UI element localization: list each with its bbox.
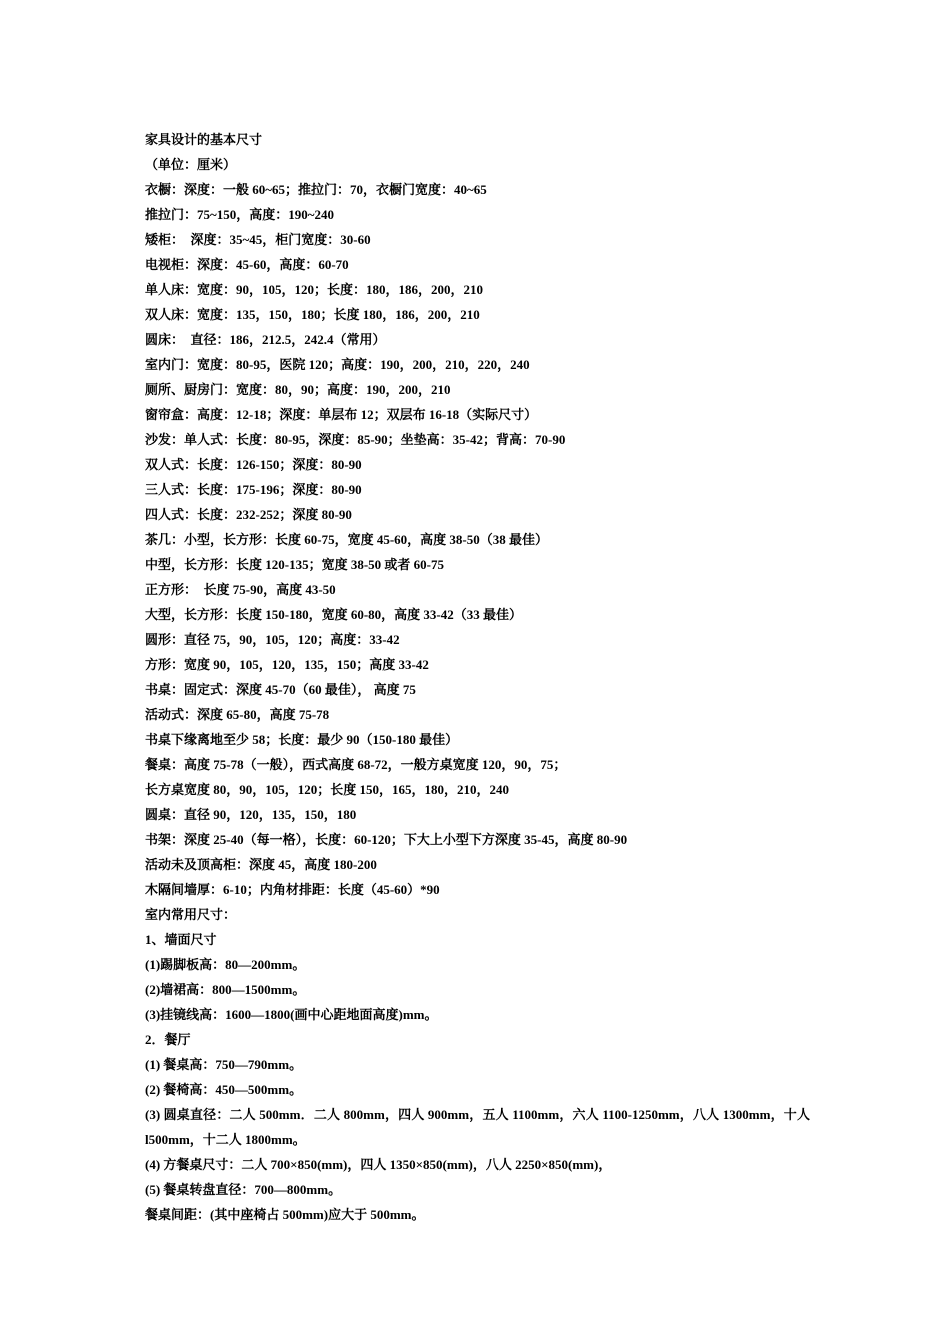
text-line-desk-fixed: 书桌：固定式：深度 45-70（60 最佳）， 高度 75: [145, 682, 416, 697]
text-line-tv-cabinet: 电视柜：深度：45-60，高度：60-70: [145, 257, 349, 272]
text-line-interior-door: 室内门：宽度：80-95，医院 120；高度：190，200，210，220，240: [145, 357, 530, 372]
document-body: [145, 127, 810, 1227]
text-line-sofa-single: 沙发：单人式：长度：80-95，深度：85-90；坐垫高：35-42；背高：70-90: [145, 432, 566, 447]
text-line-dining-table: 餐桌：高度 75-78（一般），西式高度 68-72，一般方桌宽度 120，90，75；: [145, 757, 567, 772]
text-line-sofa-quad: 四人式：长度：232-252；深度 80-90: [145, 507, 352, 522]
text-line-chair-height: (2) 餐椅高：450—500mm。: [145, 1082, 303, 1097]
text-line-round-table: 圆桌：直径 90，120，135，150，180: [145, 807, 357, 822]
text-line-bookshelf: 书架：深度 25-40（每一格），长度：60-120；下大上小型下方深度 35-45，高度 80-90: [145, 832, 628, 847]
text-line-tea-table-small: 茶几：小型，长方形：长度 60-75，宽度 45-60，高度 38-50（38 最佳）: [145, 532, 548, 547]
text-line-double-bed: 双人床：宽度：135，150，180；长度 180，186，200，210: [145, 307, 480, 322]
text-line-sofa-double: 双人式：长度：126-150；深度：80-90: [145, 457, 362, 472]
unit-note: （单位：厘米）: [145, 157, 237, 172]
section-heading-dining: 2．餐厅: [145, 1032, 191, 1047]
section-heading-wall: 1、墙面尺寸: [145, 932, 217, 947]
text-line-low-cabinet: 矮柜： 深度：35~45，柜门宽度：30-60: [145, 232, 371, 247]
text-line-round-table-diameter: (3) 圆桌直径：二人 500mm．二人 800mm，四人 900mm，五人 1100mm，六人 1100-1250mm，八人 1300mm，十人 l500mm，十二人 1800mm。: [145, 1107, 810, 1147]
text-line-desk-movable: 活动式：深度 65-80，高度 75-78: [145, 707, 330, 722]
text-line-picture-rail: (3)挂镜线高：1600—1800(画中心距地面高度)mm。: [145, 1007, 438, 1022]
text-line-bath-kitchen-door: 厕所、厨房门：宽度：80，90；高度：190，200，210: [145, 382, 451, 397]
text-line-single-bed: 单人床：宽度：90，105，120；长度：180，186，200，210: [145, 282, 484, 297]
text-line-tall-cabinet: 活动未及顶高柜：深度 45，高度 180-200: [145, 857, 377, 872]
document-title: 家具设计的基本尺寸: [145, 132, 263, 147]
text-line-sliding-door: 推拉门：75~150，高度：190~240: [145, 207, 335, 222]
text-line-tea-table-large: 大型，长方形：长度 150-180，宽度 60-80，高度 33-42（33 最佳）: [145, 607, 522, 622]
text-line-tea-table-round: 圆形：直径 75，90，105，120；高度：33-42: [145, 632, 400, 647]
text-line-tea-table-square: 正方形： 长度 75-90，高度 43-50: [145, 582, 336, 597]
text-line-desk-clearance: 书桌下缘离地至少 58；长度：最少 90（150-180 最佳）: [145, 732, 459, 747]
text-line-partition-wall: 木隔间墙厚：6-10；内角材排距：长度（45-60）*90: [145, 882, 440, 897]
text-line-wardrobe: 衣橱：深度：一般 60~65；推拉门：70，衣橱门宽度：40~65: [145, 182, 487, 197]
text-line-sofa-triple: 三人式：长度：175-196；深度：80-90: [145, 482, 362, 497]
text-line-square-table-size: (4) 方餐桌尺寸：二人 700×850(mm)，四人 1350×850(mm)，八人 2250×850(mm)，: [145, 1157, 612, 1172]
text-line-table-height: (1) 餐桌高：750—790mm。: [145, 1057, 303, 1072]
text-line-skirting: (1)踢脚板高：80—200mm。: [145, 957, 306, 972]
text-line-tea-table-medium: 中型，长方形：长度 120-135；宽度 38-50 或者 60-75: [145, 557, 444, 572]
section-heading-interior: 室内常用尺寸：: [145, 907, 237, 922]
text-line-table-spacing: 餐桌间距：(其中座椅占 500mm)应大于 500mm。: [145, 1207, 425, 1222]
text-line-wainscot: (2)墙裙高：800—1500mm。: [145, 982, 306, 997]
text-line-round-bed: 圆床： 直径：186，212.5，242.4（常用）: [145, 332, 386, 347]
text-line-curtain-box: 窗帘盒：高度：12-18；深度：单层布 12；双层布 16-18（实际尺寸）: [145, 407, 538, 422]
text-line-tea-table-square-large: 方形：宽度 90，105，120，135，150；高度 33-42: [145, 657, 429, 672]
text-line-turntable: (5) 餐桌转盘直径：700—800mm。: [145, 1182, 342, 1197]
text-line-long-table: 长方桌宽度 80，90，105，120；长度 150，165，180，210，240: [145, 782, 510, 797]
